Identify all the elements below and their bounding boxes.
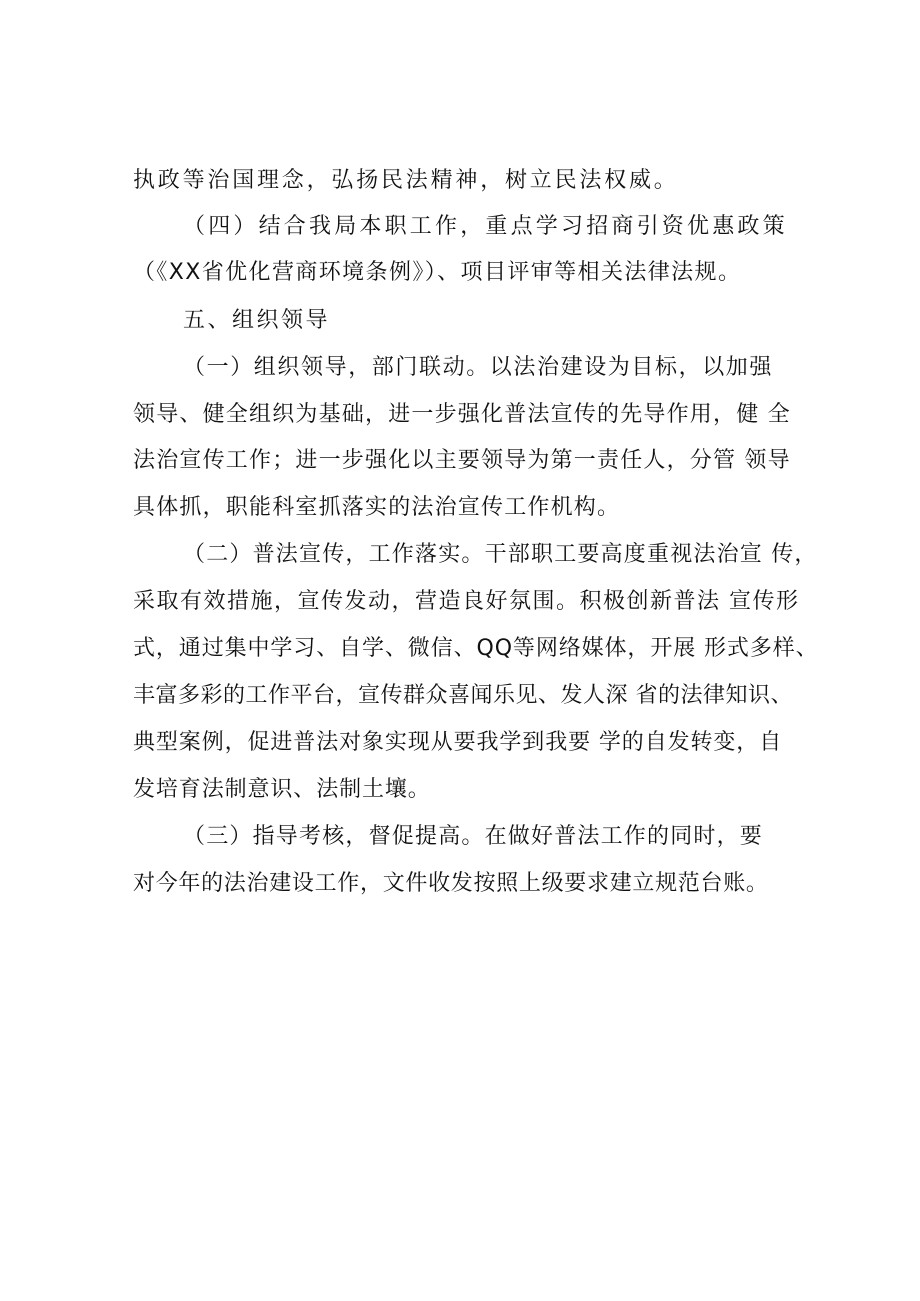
text-line-3: （《XX省优化营商环境条例》）、项目评审等相关法律法规。	[133, 260, 742, 285]
text-line-8: 具体抓，职能科室抓落实的法治宣传工作机构。	[133, 495, 621, 520]
text-line-10: 采取有效措施，宣传发动，营造良好氛围。积极创新普法 宣传形	[133, 589, 800, 614]
text-line-12: 丰富多彩的工作平台，宣传群众喜闻乐见、发人深 省的法律知识、	[133, 683, 793, 708]
text-line-2: （四）结合我局本职工作，重点学习招商引资优惠政策	[183, 214, 788, 239]
text-line-9: （二）普法宣传，工作落实。干部职工要高度重视法治宣 传，	[183, 542, 818, 567]
text-line-11: 式，通过集中学习、自学、微信、QQ等网络媒体，开展 形式多样、	[133, 636, 819, 661]
text-line-15: （三）指导考核，督促提高。在做好普法工作的同时，要	[183, 824, 764, 849]
section-heading-5: 五、组织领导	[183, 308, 331, 333]
text-line-6: 领导、健全组织为基础，进一步强化普法宣传的先导作用，健 全	[133, 402, 791, 427]
text-line-7: 法治宣传工作；进一步强化以主要领导为第一责任人，分管 领导	[133, 448, 791, 473]
text-line-14: 发培育法制意识、法制土壤。	[133, 777, 431, 802]
text-line-1: 执政等治国理念，弘扬民法精神，树立民法权威。	[133, 168, 679, 193]
text-line-5: （一）组织领导，部门联动。以法治建设为目标，以加强	[183, 355, 774, 380]
text-line-13: 典型案例，促进普法对象实现从要我学到我要 学的自发转变，自	[133, 730, 783, 755]
text-line-16: 对今年的法治建设工作，文件收发按照上级要求建立规范台账。	[133, 871, 769, 896]
